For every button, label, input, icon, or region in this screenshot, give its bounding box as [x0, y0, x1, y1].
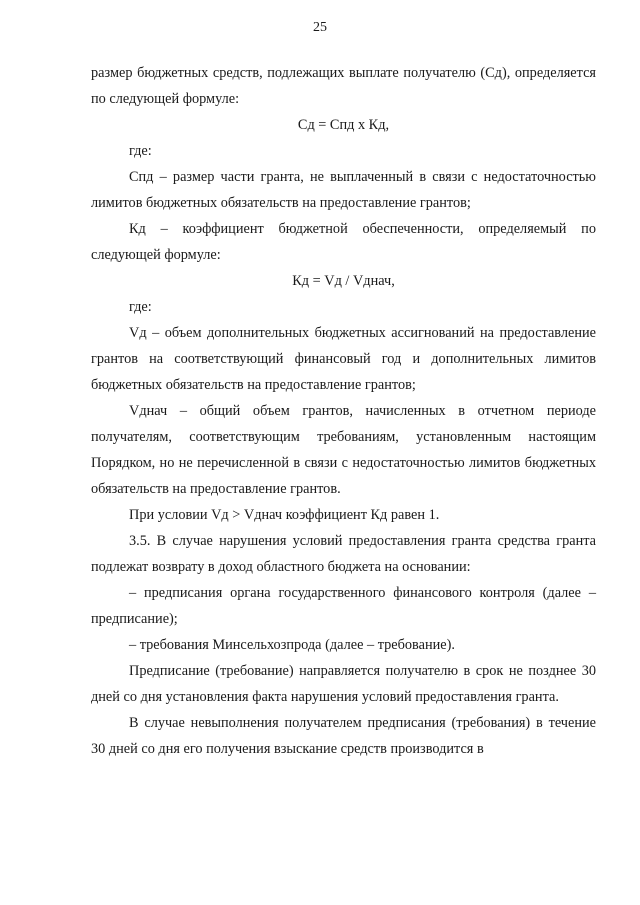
- paragraph-condition: При условии Vд > Vднач коэффициент Кд равен 1.: [129, 507, 440, 523]
- page-number: 25: [313, 20, 327, 35]
- where-label-1: где:: [129, 143, 152, 159]
- paragraph-non-compliance: В случае невыполнения получателем предписания (требования) в течение 30 дней со дня его получения взыскание средств производится в: [91, 715, 596, 757]
- where-label-2: где:: [129, 299, 152, 315]
- clause-3-5: 3.5. В случае нарушения условий предоставления гранта средства гранта подлежат возврату в доход областного бюджета на основании:: [91, 533, 596, 575]
- document-body: [91, 60, 596, 762]
- definition-vd: Vд – объем дополнительных бюджетных ассигнований на предоставление грантов на соответствующий финансовый год и дополнительных лимитов бюджетных обязательств на предоставление грантов;: [91, 325, 596, 393]
- list-item-prescription: – предписания органа государственного финансового контроля (далее – предписание);: [91, 585, 596, 627]
- list-item-requirement: – требования Минсельхозпрода (далее – требование).: [129, 637, 455, 653]
- formula-kd: Кд = Vд / Vднач,: [292, 273, 395, 289]
- definition-spd: Спд – размер части гранта, не выплаченный в связи с недостаточностью лимитов бюджетных обязательств на предоставление грантов;: [91, 169, 596, 211]
- definition-vdnach: Vднач – общий объем грантов, начисленных в отчетном периоде получателям, соответствующим требованиям, установленным настоящим Порядком, но не перечисленной в связи с недостаточностью лимитов бюджетных обязательств на предоставление грантов.: [91, 403, 596, 497]
- definition-kd: Кд – коэффициент бюджетной обеспеченности, определяемый по следующей формуле:: [91, 221, 596, 263]
- paragraph-prescription: Предписание (требование) направляется получателю в срок не позднее 30 дней со дня установления факта нарушения условий предоставления гранта.: [91, 663, 596, 705]
- paragraph-intro: размер бюджетных средств, подлежащих выплате получателю (Сд), определяется по следующей формуле:: [91, 65, 596, 107]
- formula-sd: Сд = Спд х Кд,: [297, 117, 390, 133]
